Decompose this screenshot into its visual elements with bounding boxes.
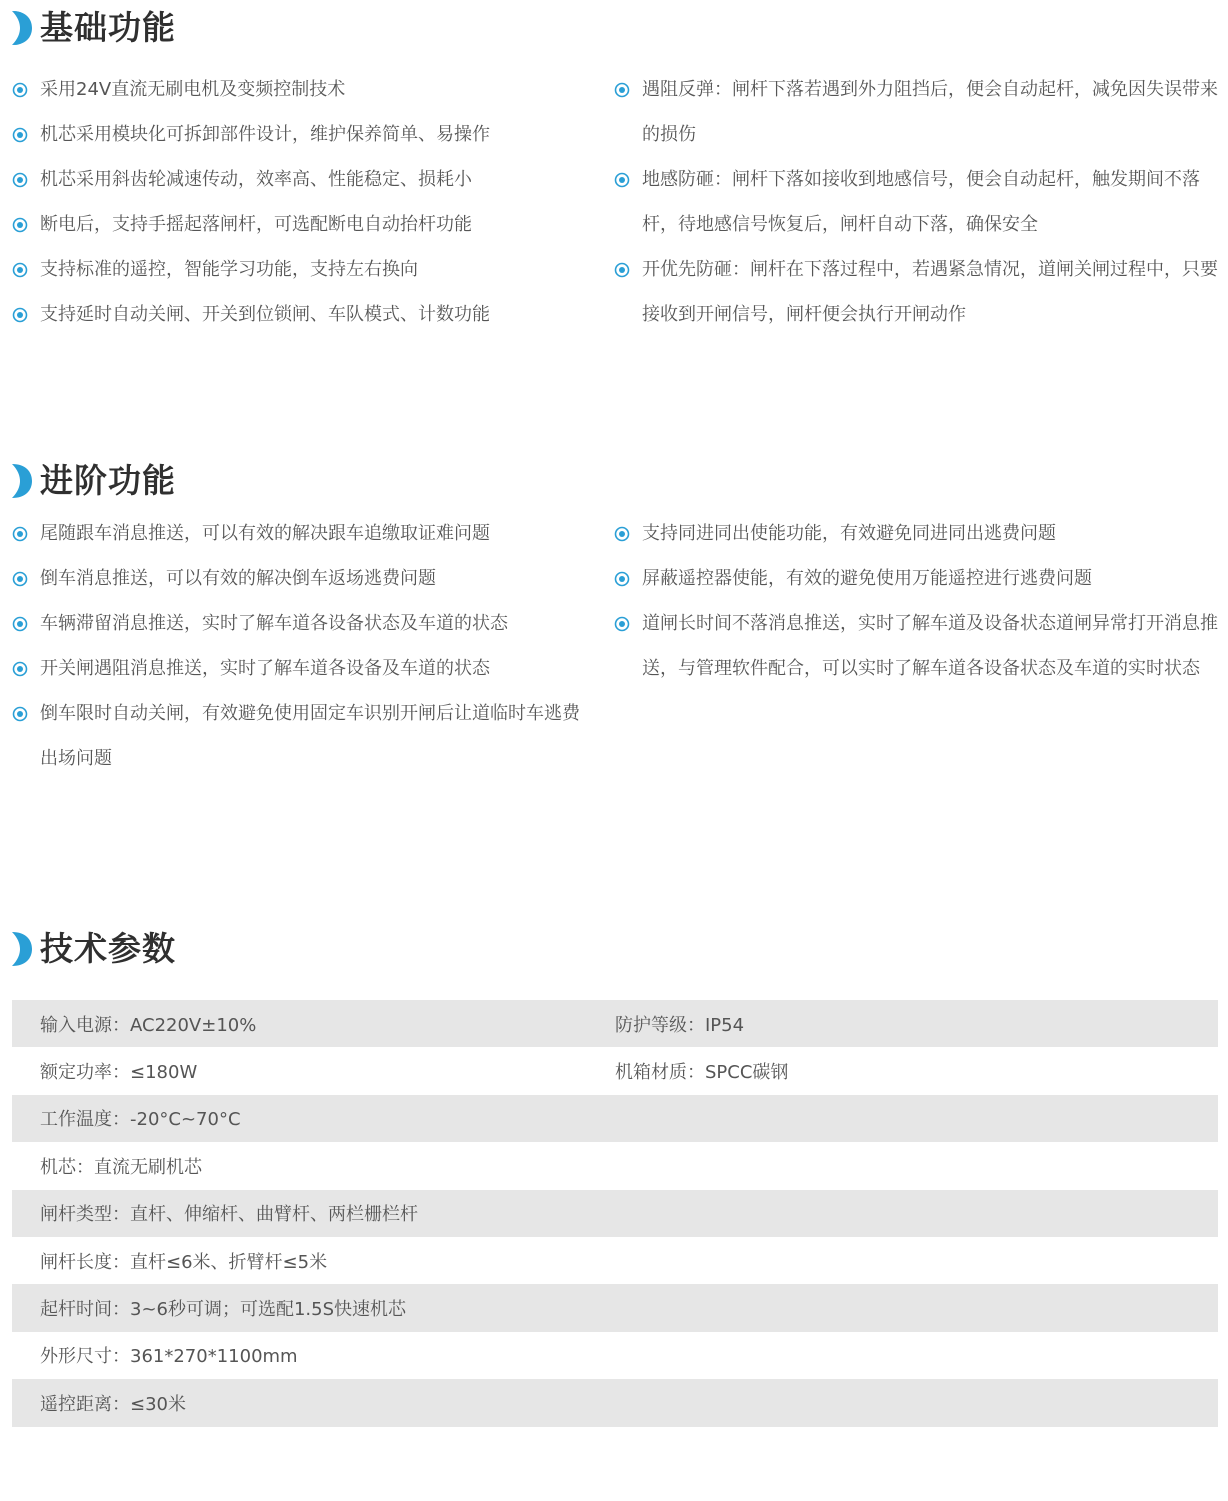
list-item: 倒车限时自动关闸，有效避免使用固定车识别开闸后让道临时车逃费出场问题 bbox=[12, 691, 592, 781]
half-circle-marker-icon bbox=[12, 932, 32, 966]
list-item: 屏蔽遥控器使能，有效的避免使用万能遥控进行逃费问题 bbox=[614, 556, 1220, 601]
list-item: 采用24V直流无刷电机及变频控制技术 bbox=[12, 67, 592, 112]
spec-table bbox=[12, 1000, 1218, 1427]
table-row bbox=[12, 1000, 1218, 1047]
target-bullet-icon bbox=[12, 172, 28, 188]
section-title-text: 进阶功能 bbox=[40, 461, 176, 500]
list-item: 支持同进同出使能功能，有效避免同进同出逃费问题 bbox=[614, 511, 1220, 556]
target-bullet-icon bbox=[12, 262, 28, 278]
target-bullet-icon bbox=[614, 262, 630, 278]
advanced-left-list bbox=[12, 511, 592, 781]
target-bullet-icon bbox=[614, 526, 630, 542]
half-circle-marker-icon bbox=[12, 11, 32, 45]
spec-cell: 输入电源：AC220V±10% bbox=[40, 1014, 257, 1036]
section-title-specs bbox=[12, 929, 176, 969]
spec-cell: 闸杆类型：直杆、伸缩杆、曲臂杆、两栏栅栏杆 bbox=[40, 1204, 418, 1226]
list-item: 支持标准的遥控，智能学习功能，支持左右换向 bbox=[12, 247, 592, 292]
target-bullet-icon bbox=[12, 127, 28, 143]
spec-cell: 防护等级：IP54 bbox=[615, 1014, 745, 1036]
list-item: 道闸长时间不落消息推送，实时了解车道及设备状态道闸异常打开消息推送，与管理软件配合，可以实时了解车道各设备状态及车道的实时状态 bbox=[614, 601, 1220, 691]
spec-cell: 外形尺寸：361*270*1100mm bbox=[40, 1346, 298, 1368]
target-bullet-icon bbox=[12, 661, 28, 677]
section-title-text: 基础功能 bbox=[40, 8, 176, 47]
section-title-text: 技术参数 bbox=[40, 929, 176, 968]
spec-cell: 遥控距离：≤30米 bbox=[40, 1393, 186, 1415]
target-bullet-icon bbox=[12, 307, 28, 323]
section-title-basic bbox=[12, 8, 176, 48]
spec-cell: 机芯：直流无刷机芯 bbox=[40, 1156, 202, 1178]
spec-cell: 额定功率：≤180W bbox=[40, 1062, 198, 1084]
section-title-advanced bbox=[12, 461, 176, 501]
spec-cell: 起杆时间：3~6秒可调；可选配1.5S快速机芯 bbox=[40, 1299, 407, 1321]
list-item: 机芯采用模块化可拆卸部件设计，维护保养简单、易操作 bbox=[12, 112, 592, 157]
target-bullet-icon bbox=[614, 172, 630, 188]
basic-left-list bbox=[12, 67, 592, 337]
list-item: 倒车消息推送，可以有效的解决倒车返场逃费问题 bbox=[12, 556, 592, 601]
target-bullet-icon bbox=[12, 616, 28, 632]
target-bullet-icon bbox=[614, 82, 630, 98]
table-row bbox=[12, 1237, 1218, 1284]
spec-cell: 工作温度：-20°C~70°C bbox=[40, 1109, 241, 1131]
target-bullet-icon bbox=[614, 616, 630, 632]
table-row bbox=[12, 1332, 1218, 1379]
list-item: 开关闸遇阻消息推送，实时了解车道各设备及车道的状态 bbox=[12, 646, 592, 691]
table-row bbox=[12, 1095, 1218, 1142]
target-bullet-icon bbox=[12, 82, 28, 98]
target-bullet-icon bbox=[614, 571, 630, 587]
table-row bbox=[12, 1284, 1218, 1331]
list-item: 尾随跟车消息推送，可以有效的解决跟车追缴取证难问题 bbox=[12, 511, 592, 556]
advanced-right-list bbox=[614, 511, 1220, 691]
spec-cell: 闸杆长度：直杆≤6米、折臂杆≤5米 bbox=[40, 1251, 328, 1273]
target-bullet-icon bbox=[12, 706, 28, 722]
table-row bbox=[12, 1047, 1218, 1094]
target-bullet-icon bbox=[12, 571, 28, 587]
basic-right-list bbox=[614, 67, 1220, 337]
list-item: 地感防砸：闸杆下落如接收到地感信号，便会自动起杆，触发期间不落杆，待地感信号恢复后，闸杆自动下落，确保安全 bbox=[614, 157, 1220, 247]
spec-cell: 机箱材质：SPCC碳钢 bbox=[615, 1062, 789, 1084]
list-item: 机芯采用斜齿轮减速传动，效率高、性能稳定、损耗小 bbox=[12, 157, 592, 202]
table-row bbox=[12, 1379, 1218, 1426]
table-row bbox=[12, 1190, 1218, 1237]
list-item: 车辆滞留消息推送，实时了解车道各设备状态及车道的状态 bbox=[12, 601, 592, 646]
target-bullet-icon bbox=[12, 526, 28, 542]
list-item: 支持延时自动关闸、开关到位锁闸、车队模式、计数功能 bbox=[12, 292, 592, 337]
table-row bbox=[12, 1142, 1218, 1189]
list-item: 开优先防砸：闸杆在下落过程中，若遇紧急情况，道闸关闸过程中，只要接收到开闸信号，闸杆便会执行开闸动作 bbox=[614, 247, 1220, 337]
half-circle-marker-icon bbox=[12, 464, 32, 498]
list-item: 断电后，支持手摇起落闸杆，可选配断电自动抬杆功能 bbox=[12, 202, 592, 247]
target-bullet-icon bbox=[12, 217, 28, 233]
list-item: 遇阻反弹：闸杆下落若遇到外力阻挡后，便会自动起杆，减免因失误带来的损伤 bbox=[614, 67, 1220, 157]
